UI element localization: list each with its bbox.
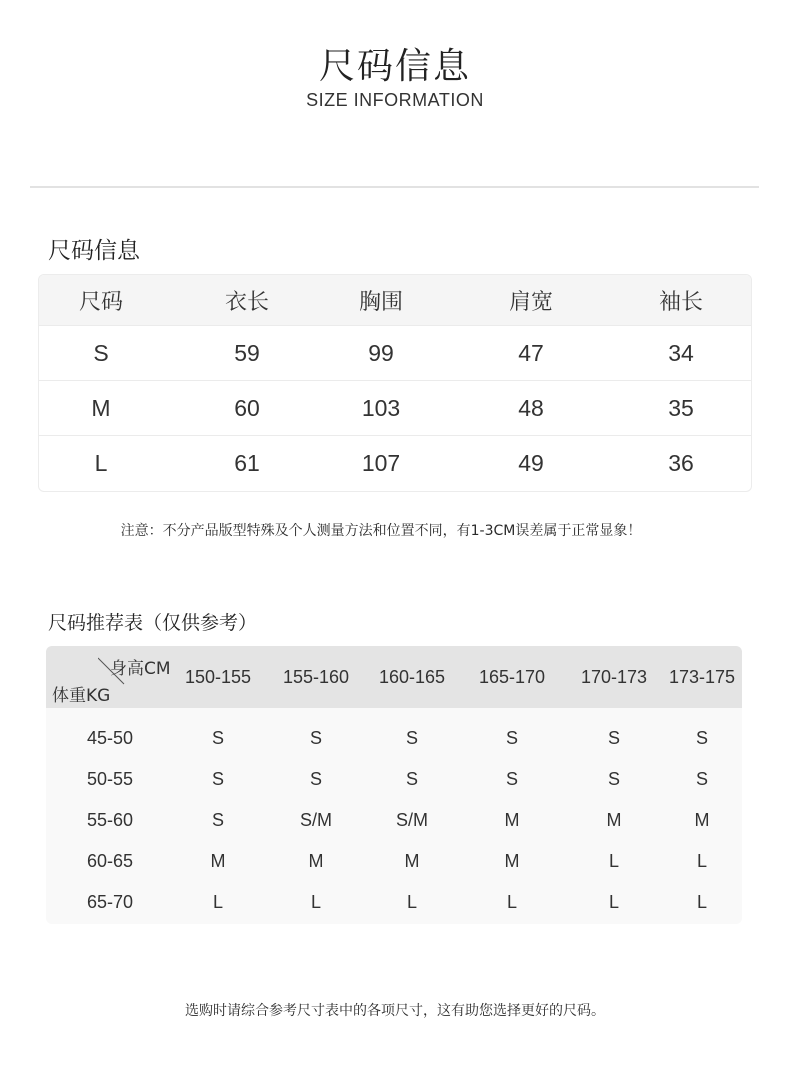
size-cell: M (504, 851, 520, 871)
table-cell: 47 (518, 339, 544, 366)
table-cell: S (93, 339, 109, 366)
table-row (46, 841, 742, 882)
size-cell: S (505, 769, 518, 789)
table-cell: M (91, 394, 111, 421)
size-cell: S (607, 769, 620, 789)
weight-cell: 55-60 (86, 810, 134, 830)
size-cell: L (406, 892, 417, 912)
size-cell: S (211, 728, 224, 748)
weight-axis-label: 体重KG (52, 686, 111, 706)
size-cell: S (695, 769, 708, 789)
table-row (46, 759, 742, 800)
table-cell: 36 (668, 449, 694, 476)
table-cell: 99 (368, 339, 394, 366)
height-column-header: 170-173 (580, 666, 648, 687)
size-cell: M (694, 810, 710, 830)
size-table-header (39, 275, 751, 325)
size-table (38, 274, 752, 492)
page-title: 尺码信息 (318, 46, 471, 87)
recommend-table-title: 尺码推荐表（仅供参考） (48, 612, 258, 634)
size-cell: L (608, 851, 619, 871)
weight-cell: 45-50 (86, 728, 134, 748)
size-table-title: 尺码信息 (48, 238, 140, 264)
column-header: 袖长 (658, 289, 703, 315)
table-row (46, 882, 742, 923)
size-cell: M (404, 851, 420, 871)
table-row (39, 326, 751, 380)
table-cell: 103 (361, 394, 401, 421)
size-cell: S (211, 769, 224, 789)
height-column-header: 165-170 (478, 666, 546, 687)
column-header: 胸围 (358, 289, 403, 315)
size-cell: S (211, 810, 224, 830)
size-cell: S (405, 769, 418, 789)
recommend-table-header (46, 646, 742, 708)
table-cell: 107 (361, 449, 401, 476)
table-cell: 59 (234, 339, 260, 366)
size-cell: S (309, 769, 322, 789)
recommend-table (46, 646, 742, 924)
footer-note: 选购时请综合参考尺寸表中的各项尺寸，这有助您选择更好的尺码。 (185, 1003, 605, 1019)
size-cell: M (504, 810, 520, 830)
size-cell: L (696, 892, 707, 912)
size-cell: M (308, 851, 324, 871)
size-cell: S (607, 728, 620, 748)
table-cell: 61 (234, 449, 260, 476)
table-row (46, 718, 742, 759)
weight-cell: 60-65 (86, 851, 134, 871)
height-column-header: 160-165 (378, 666, 446, 687)
size-cell: L (506, 892, 517, 912)
table-cell: 48 (518, 394, 544, 421)
size-cell: L (310, 892, 321, 912)
size-cell: S/M (299, 810, 332, 830)
size-cell: S (505, 728, 518, 748)
table-row (39, 436, 751, 490)
measurement-note: 注意：不分产品版型特殊及个人测量方法和位置不同，有1-3CM误差属于正常显象！ (120, 523, 642, 539)
table-row (46, 800, 742, 841)
size-cell: S/M (395, 810, 428, 830)
table-cell: 60 (234, 394, 260, 421)
column-header: 尺码 (78, 289, 123, 315)
table-cell: L (94, 449, 108, 476)
table-cell: 34 (668, 339, 694, 366)
size-cell: L (696, 851, 707, 871)
table-cell: 35 (668, 394, 694, 421)
header-divider (30, 186, 759, 188)
size-cell: L (212, 892, 223, 912)
page-subtitle: SIZE INFORMATION (306, 90, 484, 110)
height-column-header: 155-160 (282, 666, 350, 687)
size-cell: S (405, 728, 418, 748)
size-cell: M (210, 851, 226, 871)
table-cell: 49 (518, 449, 544, 476)
size-cell: L (608, 892, 619, 912)
table-row (39, 381, 751, 435)
size-cell: M (606, 810, 622, 830)
size-cell: S (309, 728, 322, 748)
size-cell: S (695, 728, 708, 748)
height-column-header: 173-175 (668, 666, 736, 687)
column-header: 衣长 (224, 289, 269, 315)
height-column-header: 150-155 (184, 666, 252, 687)
column-header: 肩宽 (508, 289, 553, 315)
weight-cell: 50-55 (86, 769, 134, 789)
height-axis-label: 身高CM (110, 659, 171, 679)
weight-cell: 65-70 (86, 892, 134, 912)
